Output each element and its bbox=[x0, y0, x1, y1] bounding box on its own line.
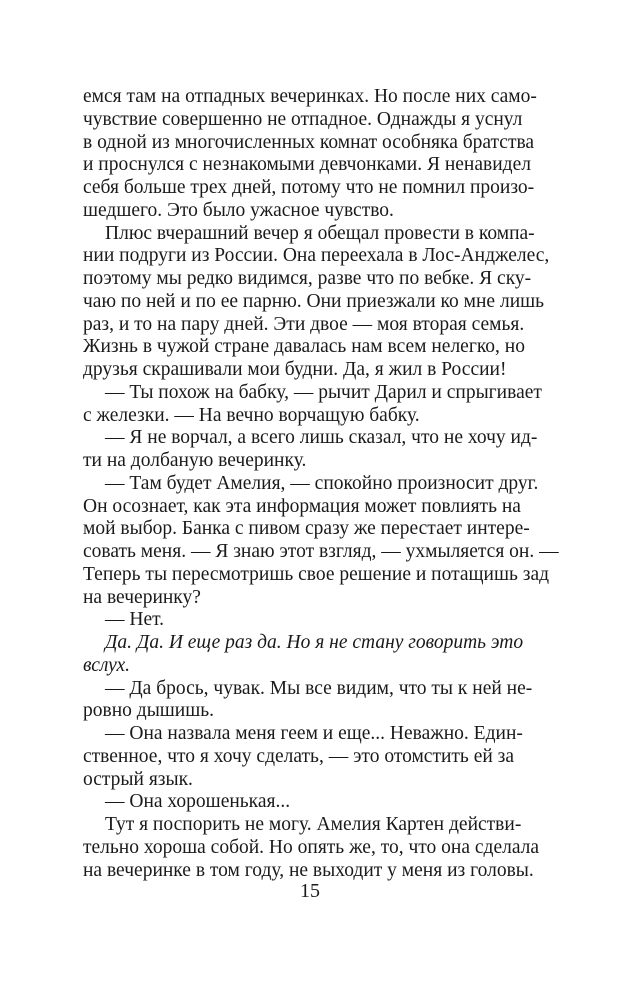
text-line: тельно хороша собой. Но опять же, то, что она сделала bbox=[83, 836, 540, 858]
text-line: нии подруги из России. Она переехала в Лос-Анджелес, bbox=[83, 245, 550, 267]
text-line: острый язык. bbox=[83, 768, 193, 790]
text-line: в одной из многочисленных комнат особняка братства bbox=[83, 131, 535, 153]
text-line: ственное, что я хочу сделать, — это отомстить ей за bbox=[83, 745, 515, 767]
text-line: — Ты похож на бабку, — рычит Дарил и спрыгивает bbox=[105, 381, 542, 403]
text-line: поэтому мы редко видимся, разве что по вебке. Я ску- bbox=[83, 268, 532, 289]
text-line: Он осознает, как эта информация может повлиять на bbox=[83, 495, 521, 517]
text-line: Тут я поспорить не могу. Амелия Картен действи- bbox=[105, 814, 522, 835]
text-line: — Да брось, чувак. Мы все видим, что ты к ней не- bbox=[105, 677, 533, 699]
text-line: раз, и то на пару дней. Эти двое — моя вторая семья. bbox=[83, 313, 525, 335]
text-line: — Я не ворчал, а всего лишь сказал, что не хочу ид- bbox=[105, 427, 538, 449]
text-line: шедшего. Это было ужасное чувство. bbox=[83, 199, 394, 221]
text-line: — Там будет Амелия, — спокойно произносит друг. bbox=[105, 472, 539, 494]
text-line: себя больше трех дней, потому что не помнил произо- bbox=[83, 177, 535, 198]
text-line: — Нет. bbox=[105, 609, 165, 631]
text-line: мой выбор. Банка с пивом сразу же перестает интере- bbox=[83, 518, 530, 540]
text-line: — Она хорошенькая... bbox=[105, 791, 291, 813]
text-line: чаю по ней и по ее парню. Они приезжали ко мне лишь bbox=[83, 290, 545, 312]
text-line: емся там на отпадных вечеринках. Но после них само- bbox=[83, 86, 537, 107]
text-line: ровно дышишь. bbox=[83, 700, 215, 722]
text-line: и проснулся с незнакомыми девчонками. Я ненавидел bbox=[83, 154, 531, 176]
text-line: на вечеринку? bbox=[83, 586, 201, 608]
text-line: на вечеринке в том году, не выходит у меня из головы. bbox=[83, 859, 534, 881]
text-line: Плюс вчерашний вечер я обещал провести в компа- bbox=[105, 222, 535, 244]
text-line: Жизнь в чужой стране давалась нам всем нелегко, но bbox=[83, 336, 525, 358]
text-line: Теперь ты пересмотришь свое решение и потащишь зад bbox=[83, 563, 550, 585]
text-line: с железки. — На вечно ворчащую бабку. bbox=[83, 404, 420, 426]
text-line: совать меня. — Я знаю этот взгляд, — ухмыляется он. — bbox=[83, 541, 559, 562]
text-line: вслух. bbox=[83, 654, 131, 676]
text-line: друзья скрашивали мои будни. Да, я жил в России! bbox=[83, 359, 507, 380]
page-number: 15 bbox=[300, 880, 320, 902]
page-body-text bbox=[83, 86, 559, 882]
text-line: чувствие совершенно не отпадное. Однажды я уснул bbox=[83, 108, 523, 130]
text-line: Да. Да. И еще раз да. Но я не стану говорить это bbox=[105, 632, 524, 653]
text-line: — Она назвала меня геем и еще... Неважно. Един- bbox=[105, 723, 523, 744]
text-line: ти на долбаную вечеринку. bbox=[83, 450, 307, 471]
